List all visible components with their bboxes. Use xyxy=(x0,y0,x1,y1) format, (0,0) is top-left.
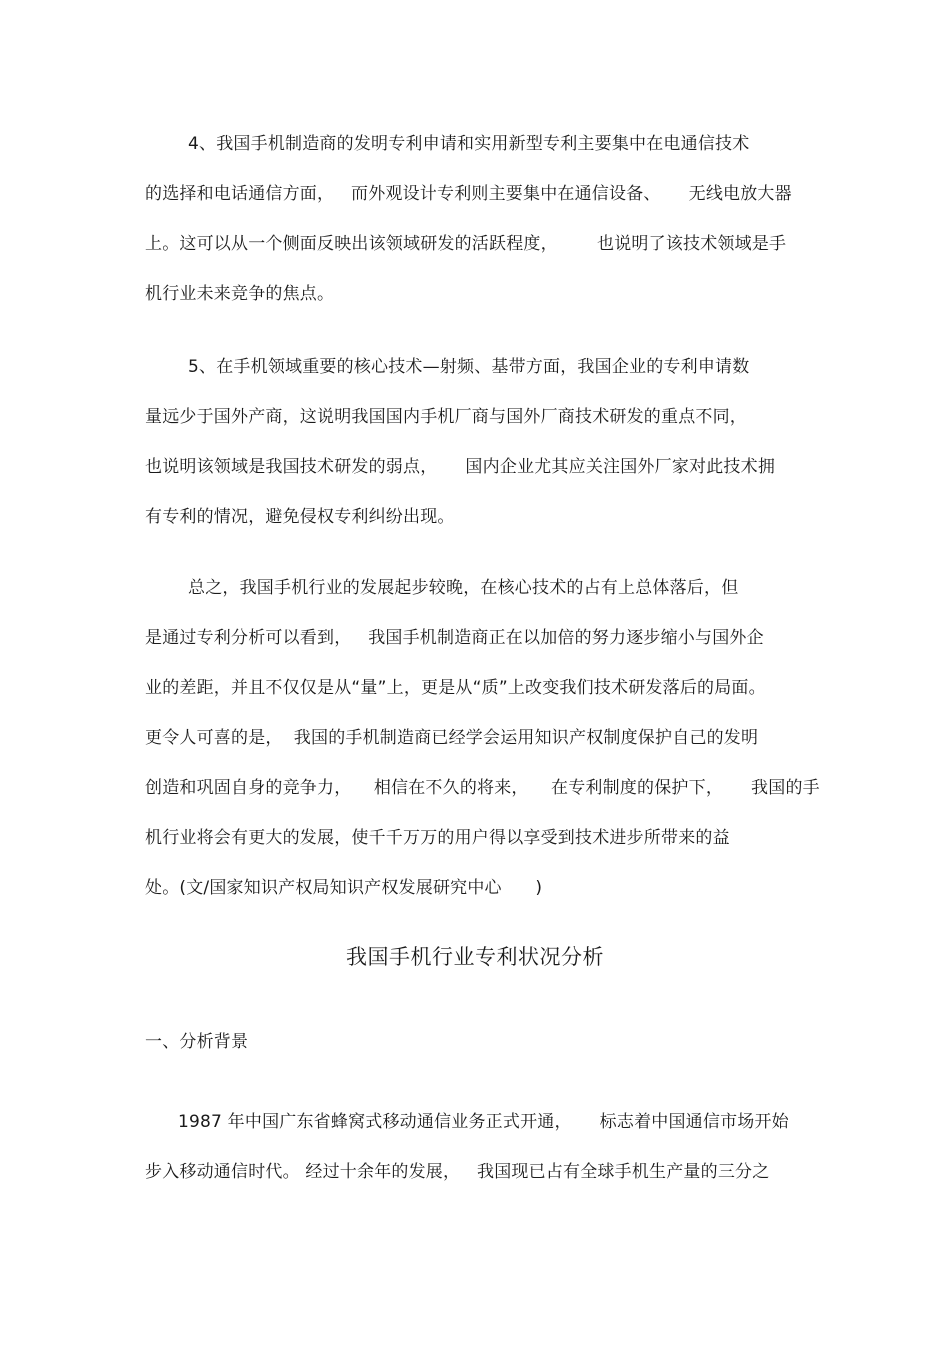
paragraph-5-line-2: 量远少于国外产商，这说明我国国内手机厂商与国外厂商技术研发的重点不同， xyxy=(145,407,747,427)
paragraph-4-line-2: 的选择和电话通信方面， 而外观设计专利则主要集中在通信设备、 无线电放大器 xyxy=(145,184,792,204)
background-line-2: 步入移动通信时代。 经过十余年的发展， 我国现已占有全球手机生产量的三分之 xyxy=(145,1162,770,1182)
conclusion-line-3: 业的差距，并且不仅仅是从“量”上，更是从“质”上改变我们技术研发落后的局面。 xyxy=(145,678,766,698)
conclusion-line-7: 处。(文/国家知识产权局知识产权发展研究中心 ) xyxy=(145,878,543,898)
paragraph-5-line-4: 有专利的情况，避免侵权专利纠纷出现。 xyxy=(145,507,455,527)
conclusion-line-6: 机行业将会有更大的发展，使千千万万的用户得以享受到技术进步所带来的益 xyxy=(145,828,730,848)
paragraph-4-line-1: 4、我国手机制造商的发明专利申请和实用新型专利主要集中在电通信技术 xyxy=(188,134,750,154)
paragraph-5-line-1: 5、在手机领域重要的核心技术—射频、基带方面，我国企业的专利申请数 xyxy=(188,357,750,377)
conclusion-line-1: 总之，我国手机行业的发展起步较晚，在核心技术的占有上总体落后，但 xyxy=(188,578,739,598)
background-line-1: 1987 年中国广东省蜂窝式移动通信业务正式开通， 标志着中国通信市场开始 xyxy=(178,1112,789,1132)
conclusion-line-5: 创造和巩固自身的竞争力， 相信在不久的将来， 在专利制度的保护下， 我国的手 xyxy=(145,778,820,798)
document-title: 我国手机行业专利状况分析 xyxy=(346,945,604,969)
section-heading: 一、分析背景 xyxy=(145,1032,249,1052)
paragraph-4-line-3: 上。这可以从一个侧面反映出该领域研发的活跃程度， 也说明了该技术领域是手 xyxy=(145,234,787,254)
conclusion-line-4: 更令人可喜的是， 我国的手机制造商已经学会运用知识产权制度保护自己的发明 xyxy=(145,728,759,748)
conclusion-line-2: 是通过专利分析可以看到， 我国手机制造商正在以加倍的努力逐步缩小与国外企 xyxy=(145,628,764,648)
paragraph-4-line-4: 机行业未来竞争的焦点。 xyxy=(145,284,335,304)
paragraph-5-line-3: 也说明该领域是我国技术研发的弱点， 国内企业尤其应关注国外厂家对此技术拥 xyxy=(145,457,776,477)
